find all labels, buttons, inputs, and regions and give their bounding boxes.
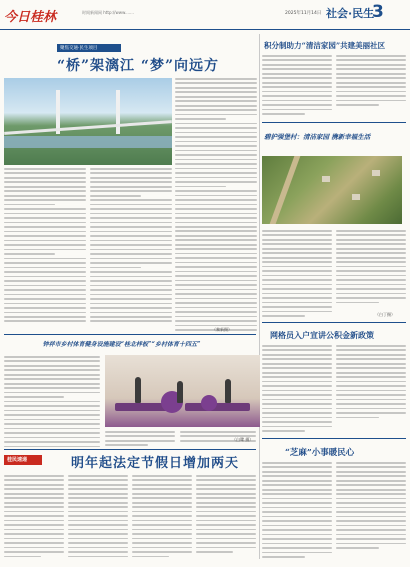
river-shape — [4, 136, 172, 148]
village-aerial-photo — [262, 156, 402, 224]
lead-photo-credit: （黎新摄） — [212, 327, 232, 332]
yoga-mat-shape — [185, 403, 250, 411]
masthead — [0, 0, 410, 30]
bridge-deck — [4, 120, 172, 135]
section-title: 社会·民生 — [326, 7, 375, 20]
lead-body-col-right — [175, 78, 257, 338]
bottom-col-1 — [4, 475, 64, 560]
issue-date: 2025年11月14日 — [285, 11, 322, 16]
right-top-col-1 — [262, 55, 332, 118]
bridge-photo — [4, 78, 172, 165]
lead-body-col-2 — [90, 168, 172, 325]
column-divider — [259, 34, 260, 559]
bottom-col-3 — [132, 475, 192, 560]
right-top-headline[interactable]: 积分制助力“清洁家园”共建美丽社区 — [264, 41, 386, 50]
right-lower-col-2 — [336, 345, 406, 421]
bottom-headline[interactable]: 明年起法定节假日增加两天 — [70, 456, 239, 471]
divider — [262, 322, 406, 323]
lead-tag: 聚焦交通·民生项目 — [57, 44, 121, 52]
page-number: 3 — [372, 2, 384, 22]
house-shape — [372, 170, 380, 176]
feature-col-2 — [105, 431, 175, 449]
bottom-col-2 — [68, 475, 128, 560]
lead-headline[interactable]: “桥”架漓江 “梦”向远方 — [56, 58, 220, 74]
person-shape — [177, 381, 183, 403]
bridge-tower-right — [116, 90, 120, 134]
right-mid-credit: （白丁摄） — [375, 312, 395, 317]
feature-headline[interactable]: 钟祥市乡村体育健身设施建设“桂北样板”“乡村体育十四五” — [42, 341, 201, 348]
newspaper-logo: 今日桂林 — [4, 10, 57, 25]
masthead-meta: 时间新闻网 http://www....... — [82, 10, 134, 15]
right-lower-headline[interactable]: 网格员入户宣讲公积金新政策 — [270, 330, 374, 340]
person-shape — [225, 379, 231, 403]
divider — [4, 449, 256, 450]
divider — [4, 334, 256, 335]
right-mid-headline[interactable]: 碧护强堡村：清洁家园 携新幸福生活 — [264, 133, 371, 141]
right-bottom-col-2 — [336, 462, 406, 552]
house-shape — [322, 176, 330, 182]
right-top-col-2 — [336, 55, 406, 109]
right-mid-col-1 — [262, 230, 332, 320]
right-mid-col-2 — [336, 230, 406, 306]
right-bottom-headline[interactable]: “芝麻”小事暖民心 — [285, 448, 355, 458]
divider — [262, 438, 406, 439]
divider — [262, 122, 406, 123]
feature-col-1 — [4, 356, 100, 450]
house-shape — [352, 194, 360, 200]
exercise-ball-shape — [201, 395, 217, 411]
road-shape — [270, 156, 301, 224]
bottom-col-4 — [196, 475, 256, 556]
feature-credit: （白鹭 摄） — [232, 437, 254, 442]
right-lower-col-1 — [262, 345, 332, 435]
person-shape — [135, 377, 141, 403]
fitness-class-photo — [105, 355, 260, 427]
bottom-section-tag: 桂民速递 — [4, 455, 42, 465]
right-bottom-col-1 — [262, 462, 332, 561]
lead-body-col-1 — [4, 168, 86, 325]
